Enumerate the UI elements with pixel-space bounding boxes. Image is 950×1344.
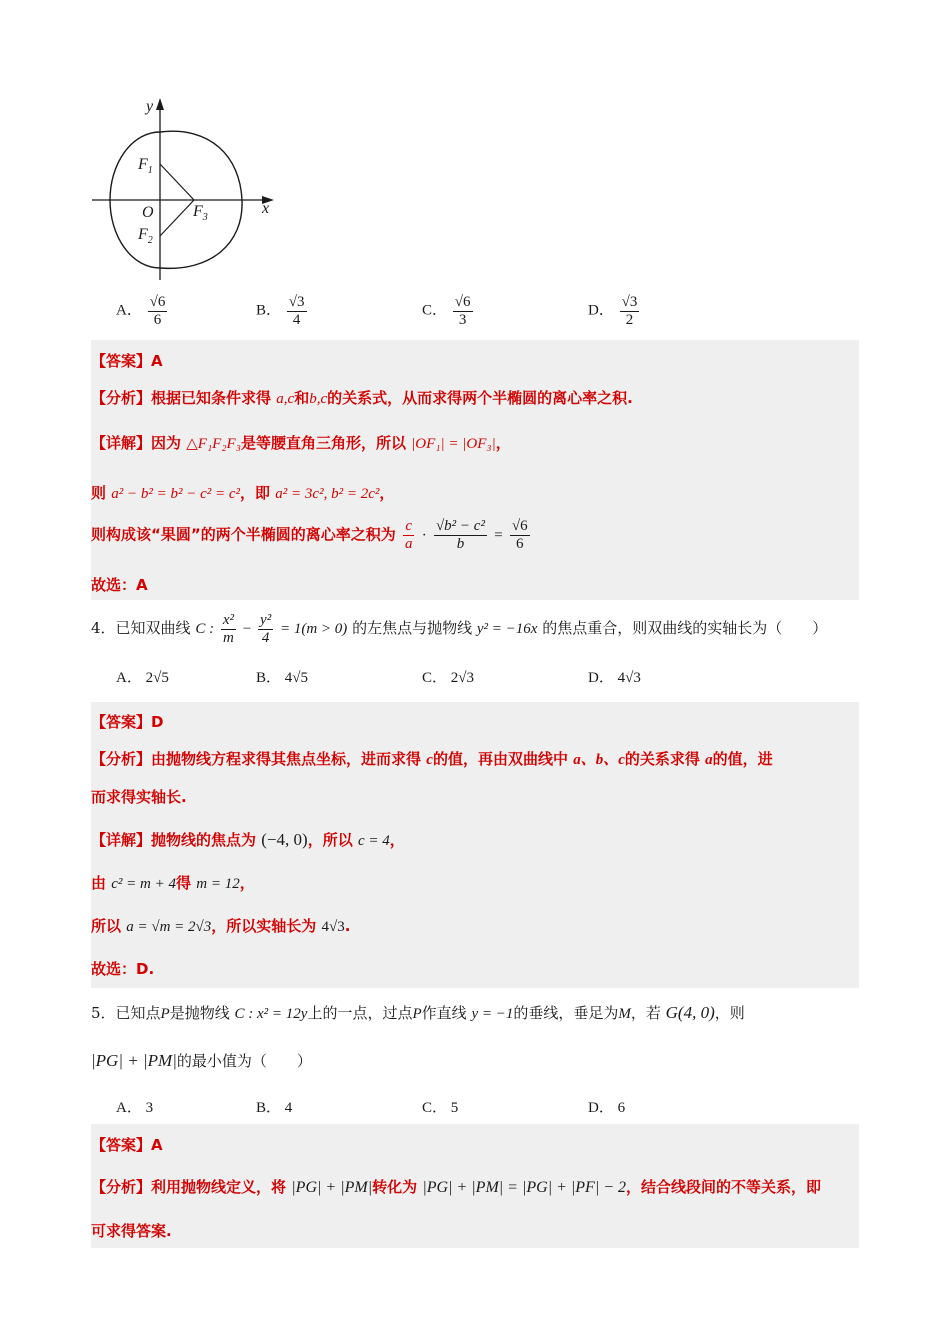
q3-detail: 【详解】因为 △F₁F₂F₃是等腰直角三角形，所以 |OF₁| = |OF₃|， — [91, 434, 511, 452]
q4-detail-line2: 由 c² = m + 4得 m = 12， — [91, 874, 255, 892]
f2-label: $F_2$ — [138, 226, 153, 246]
q4-stem: 4．已知双曲线 C : $\frac{\text{x²}}{m}$ − $\frac{\text{y²}}{4}$ = 1(m > 0) 的左焦点与抛物线 y² = −16x 的焦点重合，则双曲线的实轴长为（ ） — [91, 612, 828, 646]
f1-label: $F_1$ — [138, 156, 153, 176]
q5-option-c: C． 5 — [422, 1100, 459, 1116]
q4-analysis: 【分析】由抛物线方程求得其焦点坐标，进而求得 c的值，再由双曲线中 a、b、c的关系求得 a的值，进 — [91, 750, 773, 768]
q3-option-d: D． $\frac{√3}{2}$ — [588, 294, 638, 328]
q4-answer: 【答案】D — [91, 713, 164, 731]
q3-detail-line2: 则 a² − b² = b² − c² = c²，即 a² = 3c², b² = 2c²， — [91, 484, 395, 502]
x-axis-label: x — [262, 200, 270, 217]
q5-analysis-line2: 可求得答案. — [91, 1222, 172, 1240]
q4-option-d: D． 4√3 — [588, 670, 641, 686]
q3-answer: 【答案】A — [91, 352, 163, 370]
q5-analysis: 【分析】利用抛物线定义，将 |PG| + |PM|转化为 |PG| + |PM| = |PG| + |PF| − 2，结合线段间的不等关系，即 — [91, 1178, 822, 1196]
q4-detail: 【详解】抛物线的焦点为 (−4, 0)，所以 c = 4， — [91, 830, 405, 849]
q4-analysis-line2: 而求得实轴长. — [91, 788, 187, 806]
q5-answer: 【答案】A — [91, 1136, 163, 1154]
y-axis-label: y — [146, 98, 154, 115]
q4-option-a: A． 2√5 — [116, 670, 169, 686]
q3-solution-block — [91, 340, 859, 600]
q4-option-b: B． 4√5 — [256, 670, 308, 686]
q3-option-a: A． $\frac{√6}{6}$ — [116, 294, 166, 328]
q5-stem-line2: |PG| + |PM|的最小值为（ ） — [91, 1051, 312, 1070]
q5-option-a: A． 3 — [116, 1100, 154, 1116]
q4-option-c: C． 2√3 — [422, 670, 474, 686]
fruit-curve-figure — [90, 96, 280, 280]
q3-detail-line3: 则构成该“果圆”的两个半椭圆的离心率之积为 $\frac{c}{a}$ · $\frac{\text{√b² − c²}}{b}$ = $\frac{√6}{6}$ — [91, 518, 528, 552]
q3-analysis: 【分析】根据已知条件求得 a,c和b,c的关系式，从而求得两个半椭圆的离心率之积. — [91, 389, 633, 407]
q4-detail-line3: 所以 a = √m = 2√3，所以实轴长为 4√3. — [91, 917, 351, 935]
q4-choose: 故选：D. — [91, 960, 155, 978]
q3-option-c: C． $\frac{√6}{3}$ — [422, 294, 471, 328]
q3-option-b: B． $\frac{√3}{4}$ — [256, 294, 305, 328]
q5-option-b: B． 4 — [256, 1100, 293, 1116]
f3-label: $F_3$ — [193, 203, 208, 223]
q5-stem: 5．已知点P是抛物线 C : x² = 12y上的一点，过点P作直线 y = −1的垂线，垂足为M，若 G(4, 0)，则 — [91, 1003, 745, 1022]
origin-label: O — [142, 204, 154, 221]
q3-choose: 故选：A — [91, 576, 148, 594]
q5-option-d: D． 6 — [588, 1100, 626, 1116]
